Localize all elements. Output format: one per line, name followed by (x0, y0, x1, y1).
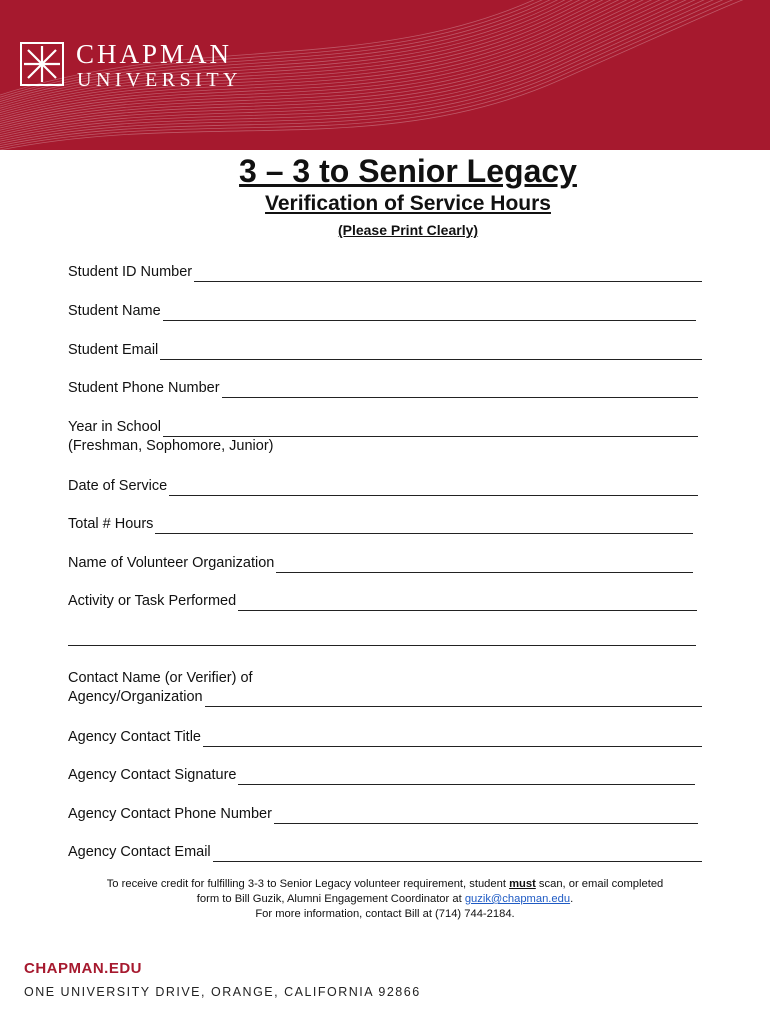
field-agency-contact-signature[interactable] (68, 766, 695, 785)
brand-name: CHAPMAN (76, 39, 233, 69)
website-label[interactable]: CHAPMAN.EDU (24, 960, 142, 977)
field-hint: (Freshman, Sophomore, Junior) (68, 438, 274, 454)
field-label: Student Name (68, 303, 161, 319)
email-link[interactable]: guzik@chapman.edu (464, 893, 571, 905)
fill-line[interactable] (163, 422, 698, 437)
fill-line[interactable] (205, 692, 702, 707)
emphasis-text: must (509, 878, 536, 890)
header-banner (0, 0, 770, 150)
field-label: Student ID Number (68, 264, 193, 280)
fill-line[interactable] (169, 481, 698, 496)
field-label: Agency Contact Phone Number (68, 806, 272, 822)
field-label: Activity or Task Performed (68, 593, 237, 609)
starburst-square-icon (20, 42, 64, 86)
instructions-text: . (570, 893, 574, 905)
fill-line[interactable] (276, 558, 693, 573)
submission-instructions (40, 877, 730, 922)
field-label: Agency/Organization (68, 689, 203, 705)
field-year-in-school[interactable] (68, 418, 698, 456)
field-total-hours[interactable] (68, 515, 693, 534)
field-agency-contact-email[interactable] (68, 843, 702, 862)
fill-line[interactable] (274, 809, 698, 824)
field-label: Student Phone Number (68, 380, 220, 396)
field-student-email[interactable] (68, 341, 702, 360)
instructions-text: scan, or email completed (535, 878, 664, 890)
field-student-phone[interactable] (68, 379, 698, 398)
field-label: Total # Hours (68, 516, 154, 532)
fill-line[interactable] (238, 770, 695, 785)
instructions-text: form to Bill Guzik, Alumni Engagement Coordinator at (196, 893, 465, 905)
field-label: Student Email (68, 342, 159, 358)
brand-subtitle: UNIVERSITY (77, 69, 242, 91)
field-date-of-service[interactable] (68, 477, 698, 496)
field-label: Agency Contact Title (68, 729, 201, 745)
field-label: Date of Service (68, 478, 168, 494)
address-label: ONE UNIVERSITY DRIVE, ORANGE, CALIFORNIA 92866 (24, 985, 421, 999)
fill-line[interactable] (68, 631, 696, 646)
fill-line[interactable] (160, 345, 702, 360)
field-activity[interactable] (68, 592, 697, 611)
field-student-id[interactable] (68, 263, 702, 282)
field-label: Agency Contact Email (68, 844, 211, 860)
field-label-prefix: Contact Name (or Verifier) of (68, 670, 253, 686)
field-volunteer-organization[interactable] (68, 554, 693, 573)
university-logo (20, 40, 260, 100)
field-activity-continued[interactable] (68, 631, 696, 646)
print-note: (Please Print Clearly) (337, 222, 479, 238)
fill-line[interactable] (203, 732, 702, 747)
form-title: 3 – 3 to Senior Legacy (239, 153, 577, 189)
fill-line[interactable] (194, 267, 702, 282)
field-label: Year in School (68, 419, 161, 435)
fill-line[interactable] (163, 306, 696, 321)
field-contact-name[interactable] (68, 669, 702, 707)
instructions-text: To receive credit for fulfilling 3-3 to Senior Legacy volunteer requirement, student (106, 878, 510, 890)
field-student-name[interactable] (68, 302, 696, 321)
fill-line[interactable] (222, 383, 698, 398)
field-agency-contact-phone[interactable] (68, 805, 698, 824)
form-subtitle: Verification of Service Hours (265, 192, 551, 215)
field-label: Agency Contact Signature (68, 767, 237, 783)
fill-line[interactable] (238, 596, 697, 611)
fill-line[interactable] (213, 847, 702, 862)
field-label: Name of Volunteer Organization (68, 555, 275, 571)
field-agency-contact-title[interactable] (68, 728, 702, 747)
fill-line[interactable] (155, 519, 693, 534)
contact-info: For more information, contact Bill at (714) 744-2184. (255, 908, 515, 920)
